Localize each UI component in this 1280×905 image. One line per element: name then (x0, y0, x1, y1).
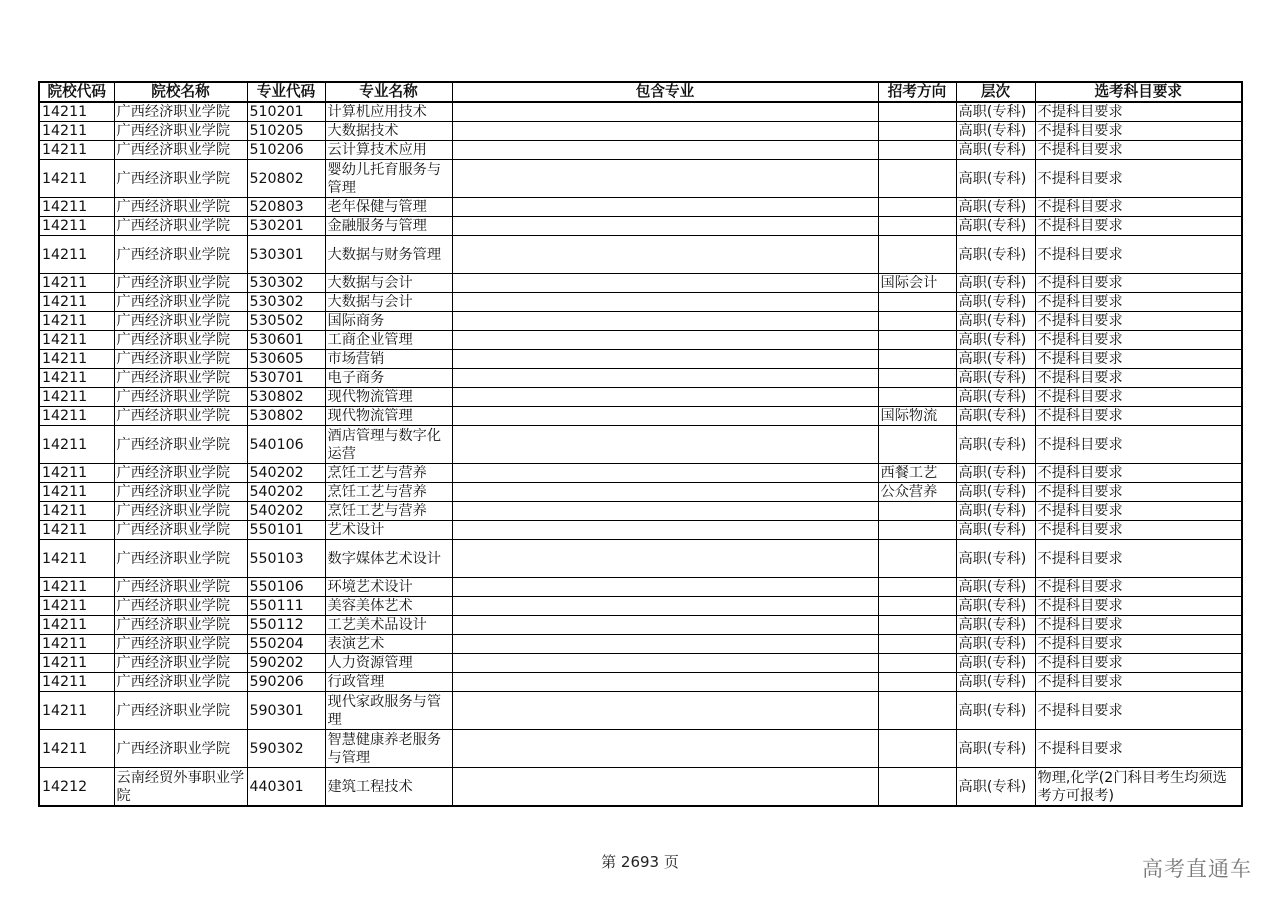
cell-major-code: 550103 (247, 540, 325, 578)
cell-major-code: 530601 (247, 331, 325, 350)
cell-school-name: 广西经济职业学院 (114, 730, 247, 768)
cell-included-majors (452, 331, 878, 350)
table-row (39, 502, 1242, 521)
table-row (39, 540, 1242, 578)
cell-major-code: 540202 (247, 464, 325, 483)
cell-school-name: 广西经济职业学院 (114, 673, 247, 692)
header-school-code: 院校代码 (39, 82, 114, 102)
cell-school-name: 广西经济职业学院 (114, 388, 247, 407)
cell-major-name: 现代物流管理 (325, 388, 452, 407)
table-row (39, 578, 1242, 597)
cell-included-majors (452, 236, 878, 274)
cell-major-code: 530502 (247, 312, 325, 331)
table-row (39, 217, 1242, 236)
header-level: 层次 (956, 82, 1035, 102)
cell-school-name: 广西经济职业学院 (114, 540, 247, 578)
cell-school-code: 14211 (39, 692, 114, 730)
cell-subject-requirement: 不提科目要求 (1035, 635, 1242, 654)
cell-school-name: 广西经济职业学院 (114, 331, 247, 350)
cell-major-name: 大数据与会计 (325, 293, 452, 312)
cell-included-majors (452, 102, 878, 122)
cell-major-name: 大数据与会计 (325, 274, 452, 293)
cell-level: 高职(专科) (956, 597, 1035, 616)
cell-major-name: 人力资源管理 (325, 654, 452, 673)
cell-school-code: 14211 (39, 635, 114, 654)
cell-subject-requirement: 不提科目要求 (1035, 464, 1242, 483)
cell-school-name: 广西经济职业学院 (114, 160, 247, 198)
cell-level: 高职(专科) (956, 198, 1035, 217)
table-row (39, 768, 1242, 807)
cell-admission-direction (878, 730, 956, 768)
cell-school-code: 14211 (39, 217, 114, 236)
cell-admission-direction (878, 122, 956, 141)
cell-admission-direction (878, 692, 956, 730)
watermark-logo-text: 高考直通车 (1142, 857, 1252, 881)
cell-major-code: 590206 (247, 673, 325, 692)
cell-school-code: 14211 (39, 236, 114, 274)
cell-school-code: 14211 (39, 293, 114, 312)
cell-major-name: 烹饪工艺与营养 (325, 464, 452, 483)
table-row (39, 407, 1242, 426)
cell-level: 高职(专科) (956, 369, 1035, 388)
cell-major-name: 金融服务与管理 (325, 217, 452, 236)
cell-admission-direction: 西餐工艺 (878, 464, 956, 483)
cell-major-name: 数字媒体艺术设计 (325, 540, 452, 578)
cell-included-majors (452, 141, 878, 160)
cell-school-name: 广西经济职业学院 (114, 502, 247, 521)
table-row (39, 274, 1242, 293)
cell-subject-requirement: 不提科目要求 (1035, 198, 1242, 217)
cell-admission-direction (878, 578, 956, 597)
cell-major-code: 590302 (247, 730, 325, 768)
cell-major-code: 440301 (247, 768, 325, 807)
cell-admission-direction (878, 635, 956, 654)
cell-major-name: 计算机应用技术 (325, 102, 452, 122)
header-admission-direction: 招考方向 (878, 82, 956, 102)
cell-school-code: 14211 (39, 597, 114, 616)
cell-level: 高职(专科) (956, 768, 1035, 807)
cell-included-majors (452, 578, 878, 597)
cell-school-code: 14211 (39, 312, 114, 331)
cell-major-name: 表演艺术 (325, 635, 452, 654)
cell-included-majors (452, 160, 878, 198)
cell-school-code: 14211 (39, 102, 114, 122)
cell-school-name: 广西经济职业学院 (114, 141, 247, 160)
cell-included-majors (452, 597, 878, 616)
cell-school-code: 14211 (39, 673, 114, 692)
cell-subject-requirement: 不提科目要求 (1035, 540, 1242, 578)
cell-level: 高职(专科) (956, 692, 1035, 730)
cell-admission-direction (878, 654, 956, 673)
cell-admission-direction: 国际物流 (878, 407, 956, 426)
cell-admission-direction (878, 768, 956, 807)
cell-admission-direction (878, 217, 956, 236)
cell-included-majors (452, 350, 878, 369)
cell-level: 高职(专科) (956, 350, 1035, 369)
header-subject-requirement: 选考科目要求 (1035, 82, 1242, 102)
cell-subject-requirement: 不提科目要求 (1035, 578, 1242, 597)
cell-subject-requirement: 不提科目要求 (1035, 730, 1242, 768)
cell-major-code: 530302 (247, 293, 325, 312)
cell-school-name: 广西经济职业学院 (114, 483, 247, 502)
table-row (39, 141, 1242, 160)
cell-major-name: 市场营销 (325, 350, 452, 369)
table-row (39, 635, 1242, 654)
cell-school-code: 14211 (39, 540, 114, 578)
cell-level: 高职(专科) (956, 236, 1035, 274)
cell-school-name: 广西经济职业学院 (114, 521, 247, 540)
cell-school-code: 14211 (39, 464, 114, 483)
cell-school-name: 广西经济职业学院 (114, 236, 247, 274)
table-row (39, 312, 1242, 331)
cell-included-majors (452, 426, 878, 464)
table-row (39, 521, 1242, 540)
cell-major-code: 510206 (247, 141, 325, 160)
table-row (39, 369, 1242, 388)
cell-admission-direction: 国际会计 (878, 274, 956, 293)
cell-school-name: 广西经济职业学院 (114, 350, 247, 369)
cell-major-name: 大数据技术 (325, 122, 452, 141)
cell-major-code: 550111 (247, 597, 325, 616)
cell-major-name: 烹饪工艺与营养 (325, 502, 452, 521)
table-row (39, 198, 1242, 217)
cell-major-name: 国际商务 (325, 312, 452, 331)
cell-major-code: 510201 (247, 102, 325, 122)
cell-subject-requirement: 不提科目要求 (1035, 350, 1242, 369)
cell-admission-direction (878, 388, 956, 407)
cell-major-name: 酒店管理与数字化运营 (325, 426, 452, 464)
cell-school-name: 广西经济职业学院 (114, 274, 247, 293)
cell-included-majors (452, 673, 878, 692)
cell-included-majors (452, 654, 878, 673)
cell-level: 高职(专科) (956, 540, 1035, 578)
cell-subject-requirement: 物理,化学(2门科目考生均须选考方可报考) (1035, 768, 1242, 807)
cell-school-code: 14212 (39, 768, 114, 807)
cell-admission-direction (878, 160, 956, 198)
cell-school-code: 14211 (39, 160, 114, 198)
cell-admission-direction (878, 141, 956, 160)
cell-level: 高职(专科) (956, 673, 1035, 692)
cell-admission-direction (878, 426, 956, 464)
cell-school-name: 广西经济职业学院 (114, 407, 247, 426)
cell-school-name: 广西经济职业学院 (114, 692, 247, 730)
cell-school-name: 广西经济职业学院 (114, 597, 247, 616)
cell-subject-requirement: 不提科目要求 (1035, 217, 1242, 236)
cell-subject-requirement: 不提科目要求 (1035, 141, 1242, 160)
cell-included-majors (452, 730, 878, 768)
cell-level: 高职(专科) (956, 312, 1035, 331)
cell-admission-direction (878, 673, 956, 692)
table-row (39, 122, 1242, 141)
cell-major-name: 建筑工程技术 (325, 768, 452, 807)
cell-admission-direction (878, 597, 956, 616)
table-row (39, 654, 1242, 673)
cell-included-majors (452, 521, 878, 540)
cell-major-code: 550204 (247, 635, 325, 654)
cell-subject-requirement: 不提科目要求 (1035, 274, 1242, 293)
cell-included-majors (452, 483, 878, 502)
cell-included-majors (452, 768, 878, 807)
cell-subject-requirement: 不提科目要求 (1035, 673, 1242, 692)
cell-major-name: 艺术设计 (325, 521, 452, 540)
cell-admission-direction (878, 312, 956, 331)
cell-level: 高职(专科) (956, 388, 1035, 407)
cell-school-name: 广西经济职业学院 (114, 217, 247, 236)
cell-major-code: 510205 (247, 122, 325, 141)
cell-level: 高职(专科) (956, 293, 1035, 312)
major-requirements-table (38, 81, 1243, 807)
cell-major-code: 550112 (247, 616, 325, 635)
cell-school-code: 14211 (39, 388, 114, 407)
cell-school-name: 广西经济职业学院 (114, 102, 247, 122)
header-school-name: 院校名称 (114, 82, 247, 102)
cell-admission-direction (878, 521, 956, 540)
table-row (39, 464, 1242, 483)
cell-major-code: 530802 (247, 407, 325, 426)
cell-included-majors (452, 293, 878, 312)
cell-school-code: 14211 (39, 578, 114, 597)
cell-level: 高职(专科) (956, 331, 1035, 350)
cell-admission-direction (878, 369, 956, 388)
cell-level: 高职(专科) (956, 616, 1035, 635)
cell-included-majors (452, 369, 878, 388)
cell-major-name: 环境艺术设计 (325, 578, 452, 597)
cell-subject-requirement: 不提科目要求 (1035, 654, 1242, 673)
cell-subject-requirement: 不提科目要求 (1035, 502, 1242, 521)
table-header-row (39, 82, 1242, 102)
cell-subject-requirement: 不提科目要求 (1035, 122, 1242, 141)
cell-major-code: 530605 (247, 350, 325, 369)
cell-major-code: 540106 (247, 426, 325, 464)
page-number: 第 2693 页 (601, 853, 679, 871)
cell-school-name: 广西经济职业学院 (114, 312, 247, 331)
cell-school-code: 14211 (39, 521, 114, 540)
cell-school-name: 广西经济职业学院 (114, 426, 247, 464)
table-row (39, 616, 1242, 635)
cell-major-code: 590202 (247, 654, 325, 673)
cell-major-code: 520803 (247, 198, 325, 217)
cell-major-name: 老年保健与管理 (325, 198, 452, 217)
cell-level: 高职(专科) (956, 464, 1035, 483)
table-row (39, 293, 1242, 312)
table-row (39, 692, 1242, 730)
cell-included-majors (452, 217, 878, 236)
cell-major-code: 530201 (247, 217, 325, 236)
cell-major-name: 智慧健康养老服务与管理 (325, 730, 452, 768)
cell-school-name: 广西经济职业学院 (114, 635, 247, 654)
cell-school-code: 14211 (39, 426, 114, 464)
cell-major-code: 530701 (247, 369, 325, 388)
cell-level: 高职(专科) (956, 483, 1035, 502)
cell-admission-direction (878, 236, 956, 274)
cell-school-name: 广西经济职业学院 (114, 369, 247, 388)
cell-school-name: 广西经济职业学院 (114, 293, 247, 312)
cell-included-majors (452, 616, 878, 635)
cell-major-name: 工艺美术品设计 (325, 616, 452, 635)
cell-admission-direction (878, 331, 956, 350)
cell-school-name: 广西经济职业学院 (114, 578, 247, 597)
cell-included-majors (452, 312, 878, 331)
cell-included-majors (452, 407, 878, 426)
table-row (39, 730, 1242, 768)
cell-level: 高职(专科) (956, 102, 1035, 122)
cell-school-code: 14211 (39, 141, 114, 160)
cell-level: 高职(专科) (956, 578, 1035, 597)
cell-level: 高职(专科) (956, 141, 1035, 160)
cell-major-code: 530301 (247, 236, 325, 274)
header-major-code: 专业代码 (247, 82, 325, 102)
cell-included-majors (452, 464, 878, 483)
cell-major-name: 云计算技术应用 (325, 141, 452, 160)
cell-admission-direction (878, 293, 956, 312)
cell-level: 高职(专科) (956, 502, 1035, 521)
table-row (39, 236, 1242, 274)
cell-admission-direction (878, 350, 956, 369)
cell-subject-requirement: 不提科目要求 (1035, 388, 1242, 407)
cell-subject-requirement: 不提科目要求 (1035, 312, 1242, 331)
cell-level: 高职(专科) (956, 521, 1035, 540)
cell-subject-requirement: 不提科目要求 (1035, 483, 1242, 502)
table-row (39, 160, 1242, 198)
cell-admission-direction (878, 102, 956, 122)
cell-subject-requirement: 不提科目要求 (1035, 102, 1242, 122)
table-row (39, 597, 1242, 616)
table-row (39, 673, 1242, 692)
cell-level: 高职(专科) (956, 407, 1035, 426)
table-row (39, 388, 1242, 407)
cell-major-code: 540202 (247, 502, 325, 521)
cell-major-name: 工商企业管理 (325, 331, 452, 350)
cell-included-majors (452, 274, 878, 293)
cell-major-code: 530802 (247, 388, 325, 407)
cell-level: 高职(专科) (956, 635, 1035, 654)
header-major-name: 专业名称 (325, 82, 452, 102)
cell-school-code: 14211 (39, 350, 114, 369)
cell-level: 高职(专科) (956, 160, 1035, 198)
table-row (39, 331, 1242, 350)
cell-school-code: 14211 (39, 369, 114, 388)
cell-school-code: 14211 (39, 654, 114, 673)
cell-major-name: 烹饪工艺与营养 (325, 483, 452, 502)
cell-school-name: 广西经济职业学院 (114, 616, 247, 635)
cell-included-majors (452, 502, 878, 521)
cell-subject-requirement: 不提科目要求 (1035, 369, 1242, 388)
cell-school-name: 广西经济职业学院 (114, 122, 247, 141)
cell-major-code: 520802 (247, 160, 325, 198)
table-row (39, 102, 1242, 122)
cell-included-majors (452, 635, 878, 654)
cell-level: 高职(专科) (956, 730, 1035, 768)
cell-subject-requirement: 不提科目要求 (1035, 293, 1242, 312)
cell-included-majors (452, 692, 878, 730)
cell-admission-direction (878, 540, 956, 578)
cell-major-name: 现代家政服务与管理 (325, 692, 452, 730)
cell-subject-requirement: 不提科目要求 (1035, 331, 1242, 350)
table-body (39, 102, 1242, 806)
cell-included-majors (452, 198, 878, 217)
table-row (39, 350, 1242, 369)
cell-school-name: 广西经济职业学院 (114, 654, 247, 673)
cell-level: 高职(专科) (956, 654, 1035, 673)
cell-school-code: 14211 (39, 616, 114, 635)
cell-major-code: 540202 (247, 483, 325, 502)
cell-major-name: 婴幼儿托育服务与管理 (325, 160, 452, 198)
cell-subject-requirement: 不提科目要求 (1035, 426, 1242, 464)
cell-school-code: 14211 (39, 502, 114, 521)
cell-school-code: 14211 (39, 407, 114, 426)
cell-school-code: 14211 (39, 122, 114, 141)
cell-admission-direction (878, 616, 956, 635)
cell-subject-requirement: 不提科目要求 (1035, 521, 1242, 540)
cell-admission-direction (878, 502, 956, 521)
cell-level: 高职(专科) (956, 217, 1035, 236)
cell-major-name: 美容美体艺术 (325, 597, 452, 616)
cell-admission-direction (878, 198, 956, 217)
cell-included-majors (452, 540, 878, 578)
cell-school-name: 广西经济职业学院 (114, 464, 247, 483)
cell-school-code: 14211 (39, 274, 114, 293)
cell-subject-requirement: 不提科目要求 (1035, 236, 1242, 274)
cell-school-name: 广西经济职业学院 (114, 198, 247, 217)
cell-subject-requirement: 不提科目要求 (1035, 692, 1242, 730)
cell-subject-requirement: 不提科目要求 (1035, 597, 1242, 616)
cell-major-name: 现代物流管理 (325, 407, 452, 426)
table-row (39, 426, 1242, 464)
cell-subject-requirement: 不提科目要求 (1035, 160, 1242, 198)
cell-major-code: 550101 (247, 521, 325, 540)
cell-major-name: 行政管理 (325, 673, 452, 692)
cell-school-code: 14211 (39, 730, 114, 768)
cell-school-code: 14211 (39, 331, 114, 350)
cell-major-name: 大数据与财务管理 (325, 236, 452, 274)
cell-subject-requirement: 不提科目要求 (1035, 407, 1242, 426)
table-row (39, 483, 1242, 502)
header-included-majors: 包含专业 (452, 82, 878, 102)
cell-major-code: 590301 (247, 692, 325, 730)
cell-included-majors (452, 388, 878, 407)
cell-major-code: 530302 (247, 274, 325, 293)
cell-subject-requirement: 不提科目要求 (1035, 616, 1242, 635)
cell-major-code: 550106 (247, 578, 325, 597)
cell-level: 高职(专科) (956, 122, 1035, 141)
cell-level: 高职(专科) (956, 274, 1035, 293)
cell-school-code: 14211 (39, 483, 114, 502)
cell-major-name: 电子商务 (325, 369, 452, 388)
cell-school-code: 14211 (39, 198, 114, 217)
cell-school-name: 云南经贸外事职业学院 (114, 768, 247, 807)
cell-included-majors (452, 122, 878, 141)
cell-admission-direction: 公众营养 (878, 483, 956, 502)
cell-level: 高职(专科) (956, 426, 1035, 464)
